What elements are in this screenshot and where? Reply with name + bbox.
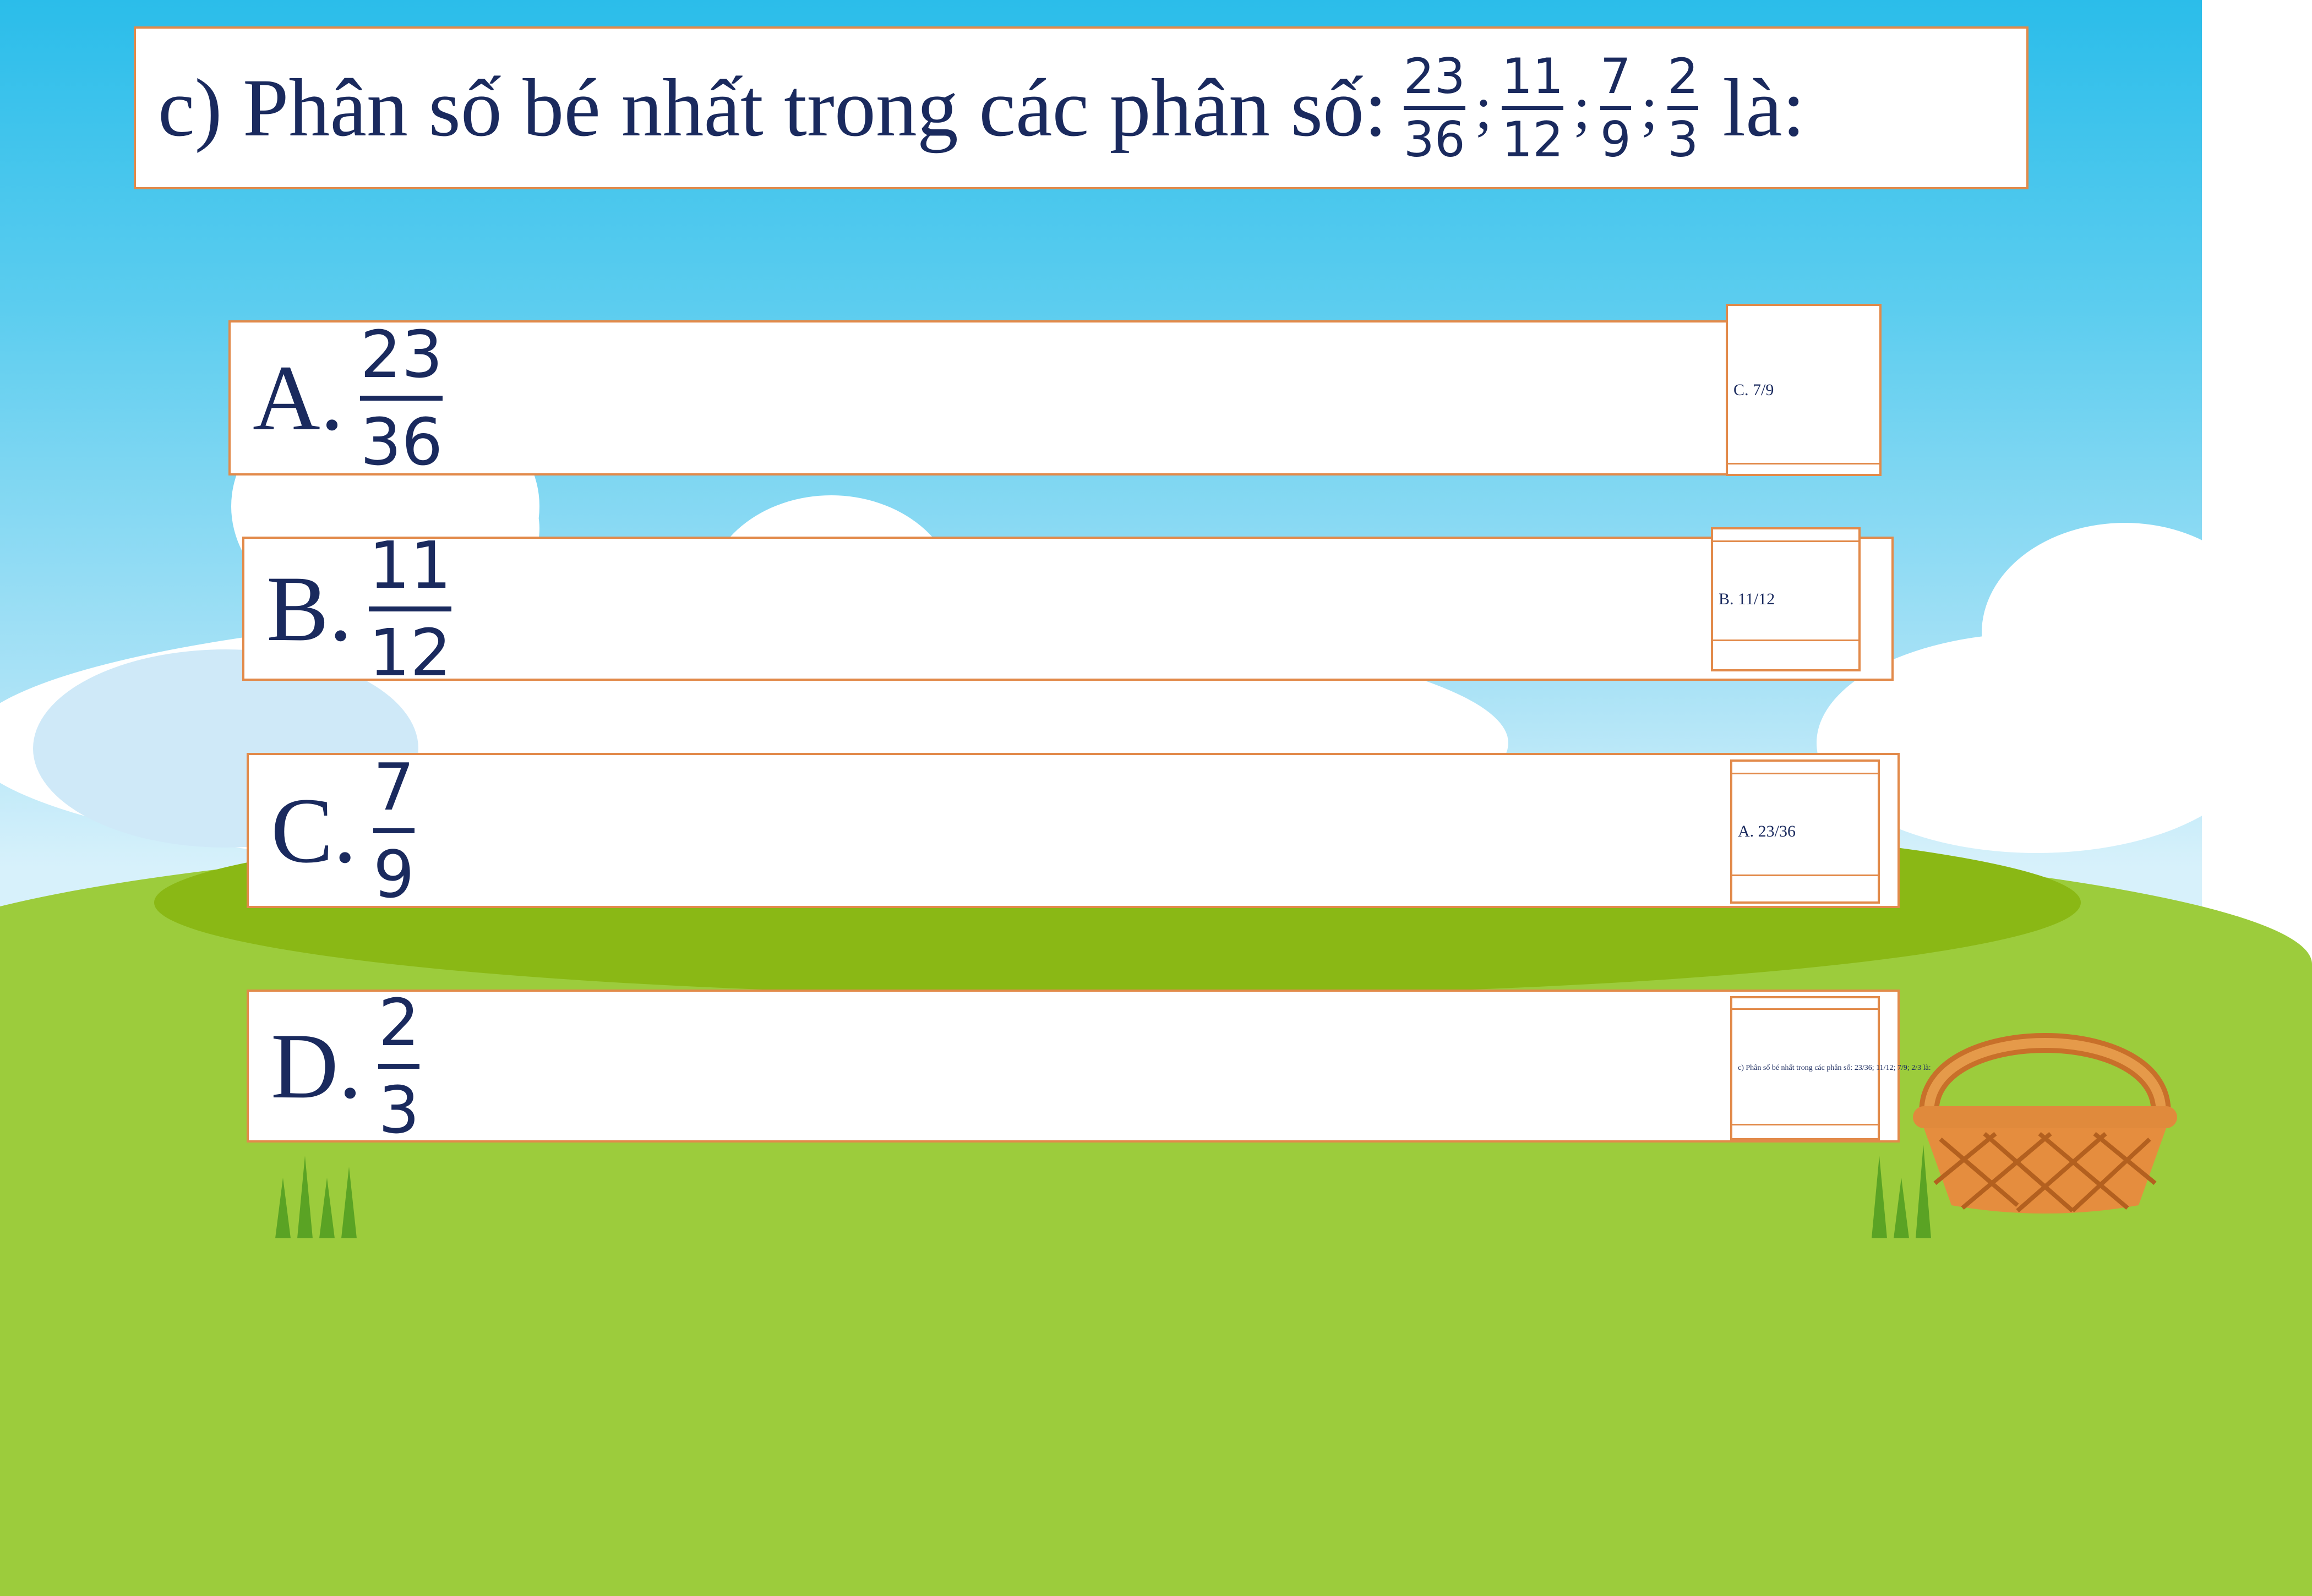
grass-tuft [1894,1178,1909,1238]
question-fraction [1403,47,1465,168]
grass-tuft [319,1178,335,1238]
answer-letter: D. [271,1014,362,1118]
denominator: 12 [1502,111,1564,168]
grass-tuft [297,1156,313,1238]
thumbnail-text: c) Phân số bé nhất trong các phân số: 23/36; 11/12; 7/9; 2/3 là: [1738,1064,1931,1072]
separator: ; [1640,74,1658,141]
grass-tuft [275,1178,291,1238]
answer-option-a[interactable] [228,316,1880,480]
denominator: 12 [368,614,452,691]
answer-fraction [378,984,420,1148]
answer-thumbnail[interactable] [1730,759,1880,904]
answer-letter: B. [266,556,352,660]
grass-tuft [1872,1156,1887,1238]
denominator: 9 [373,836,415,912]
answer-content [271,748,415,912]
question-box [134,26,2029,189]
thumbnail-text: B. 11/12 [1719,590,1775,608]
answer-letter: A. [253,346,344,450]
thumbnail-text: C. 7/9 [1733,380,1774,399]
numerator: 7 [1600,47,1631,105]
answer-fraction [360,316,443,480]
numerator: 2 [378,984,420,1061]
thumbnail-text: A. 23/36 [1738,822,1796,840]
answer-content [253,316,443,480]
answer-content [266,527,452,691]
denominator: 3 [378,1072,420,1148]
denominator: 9 [1600,111,1631,168]
answer-thumbnail[interactable] [1730,996,1931,1140]
question-fraction [1600,47,1631,168]
question-fraction [1502,47,1564,168]
numerator: 7 [373,748,415,825]
question-suffix: là: [1722,62,1806,154]
denominator: 36 [1403,111,1465,168]
numerator: 23 [360,316,443,392]
separator: ; [1573,74,1590,141]
numerator: 11 [1502,47,1564,105]
answer-option-b[interactable] [242,527,1894,691]
answer-fraction [368,527,452,691]
answer-fraction [373,748,415,912]
denominator: 3 [1667,111,1699,168]
grass-tuft [341,1167,357,1238]
numerator: 2 [1667,47,1699,105]
answer-letter: C. [271,778,357,882]
answer-option-c[interactable] [247,748,1900,912]
answer-thumbnail[interactable] [1711,527,1861,671]
separator: ; [1475,74,1492,141]
numerator: 23 [1403,47,1465,105]
answer-content [271,984,420,1148]
denominator: 36 [360,403,443,480]
basket-icon [1907,996,2183,1216]
question-prefix: c) Phân số bé nhất trong các phân số: [158,62,1387,154]
answer-thumbnail[interactable] [1726,304,1882,476]
answer-option-d[interactable] [247,984,1900,1148]
numerator: 11 [368,527,452,603]
question-fraction [1667,47,1699,168]
